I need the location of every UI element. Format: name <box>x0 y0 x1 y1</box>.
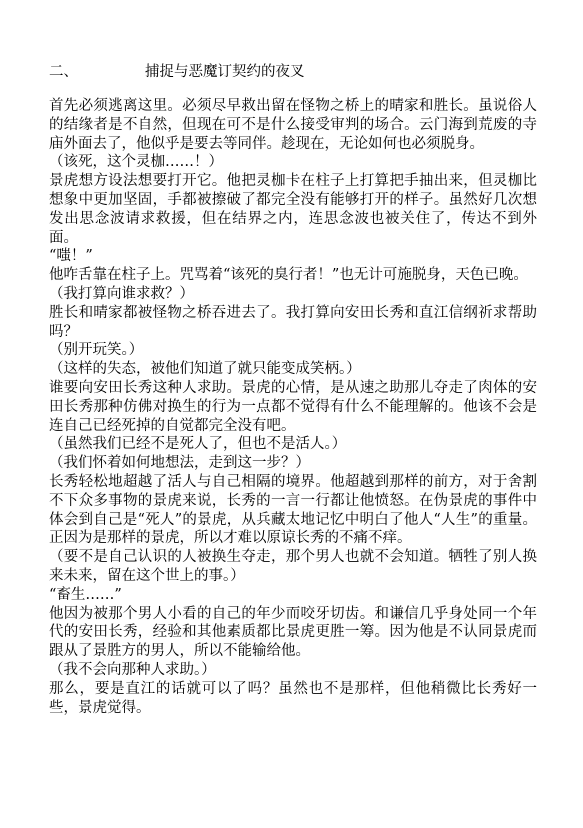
paragraph: （我们怀着如何地想法，走到这一步？） <box>49 455 310 472</box>
paragraph: （这样的失态，被他们知道了就只能变成笑柄。） <box>49 361 361 378</box>
paragraph: 谁要向安田长秀这种人求助。景虎的心情，是从速之助那儿夺走了肉体的安田长秀那种仿佛对换生的行为一点都不觉得有什么不能理解的。他该不会是连自己已经死掉的自觉都完全没有吧。 <box>49 379 537 434</box>
paragraph: （要不是自己认识的人被换生夺走，那个男人也就不会知道。牺牲了别人换来未来，留在这个世上的事。） <box>49 549 537 584</box>
paragraph: “嗤！” <box>49 248 93 265</box>
paragraph: 他咋舌靠在柱子上。咒骂着“该死的臭行者！”也无计可施脱身，天色已晚。 <box>49 267 528 284</box>
paragraph: “畜生……” <box>49 586 122 603</box>
paragraph: （别开玩笑。） <box>49 342 144 359</box>
paragraph: 他因为被那个男人小看的自己的年少而咬牙切齿。和谦信几乎身处同一个年代的安田长秀，经验和其他素质都比景虎更胜一筹。因为他是不认同景虎而跟从了景胜方的男人，所以不能输给他。 <box>49 605 537 660</box>
section-title: 捕捉与恶魔订契约的夜叉 <box>145 64 305 80</box>
paragraph: 首先必须逃离这里。必须尽早救出留在怪物之桥上的晴家和胜长。虽说俗人的结缘者是不自然，但现在可不是什么接受审判的场合。云门海到荒废的寺庙外面去了，他似乎是要去等同伴。趁现在，无论如何也必须脱身。 <box>49 98 537 152</box>
paragraph: 胜长和晴家都被怪物之桥吞进去了。我打算向安田长秀和直江信纲祈求帮助吗？ <box>49 304 537 340</box>
paragraph: （虽然我们已经不是死人了，但也不是活人。） <box>49 436 347 453</box>
paragraph: （我不会向那种人求助。） <box>49 661 216 678</box>
paragraph: 长秀轻松地超越了活人与自己相隔的境界。他超越到那样的前方，对于舍割不下众多事物的景虎来说，长秀的一言一行都让他愤怒。在伪景虎的事件中体会到自己是“死人”的景虎，从兵藏太地记忆中明白了他人“人生”的重量。正因为是那样的景虎，所以才难以原谅长秀的不痛不痒。 <box>49 473 537 547</box>
paragraph: 景虎想方设法想要打开它。他把灵枷卡在柱子上打算把手抽出来，但灵枷比想象中更加坚固，手都被擦破了都完全没有能够打开的样子。虽然好几次想发出思念波请求救援，但在结界之内，连思念波也被关住了，传达不到外面。 <box>49 173 537 246</box>
body-text <box>49 97 537 717</box>
section-heading <box>49 63 305 81</box>
paragraph: （该死，这个灵枷……！） <box>49 154 223 171</box>
paragraph: （我打算向谁求救？） <box>49 285 194 302</box>
paragraph: 那么，要是直江的话就可以了吗？虽然也不是那样，但他稍微比长秀好一些，景虎觉得。 <box>49 680 537 716</box>
section-number: 二、 <box>49 64 78 80</box>
